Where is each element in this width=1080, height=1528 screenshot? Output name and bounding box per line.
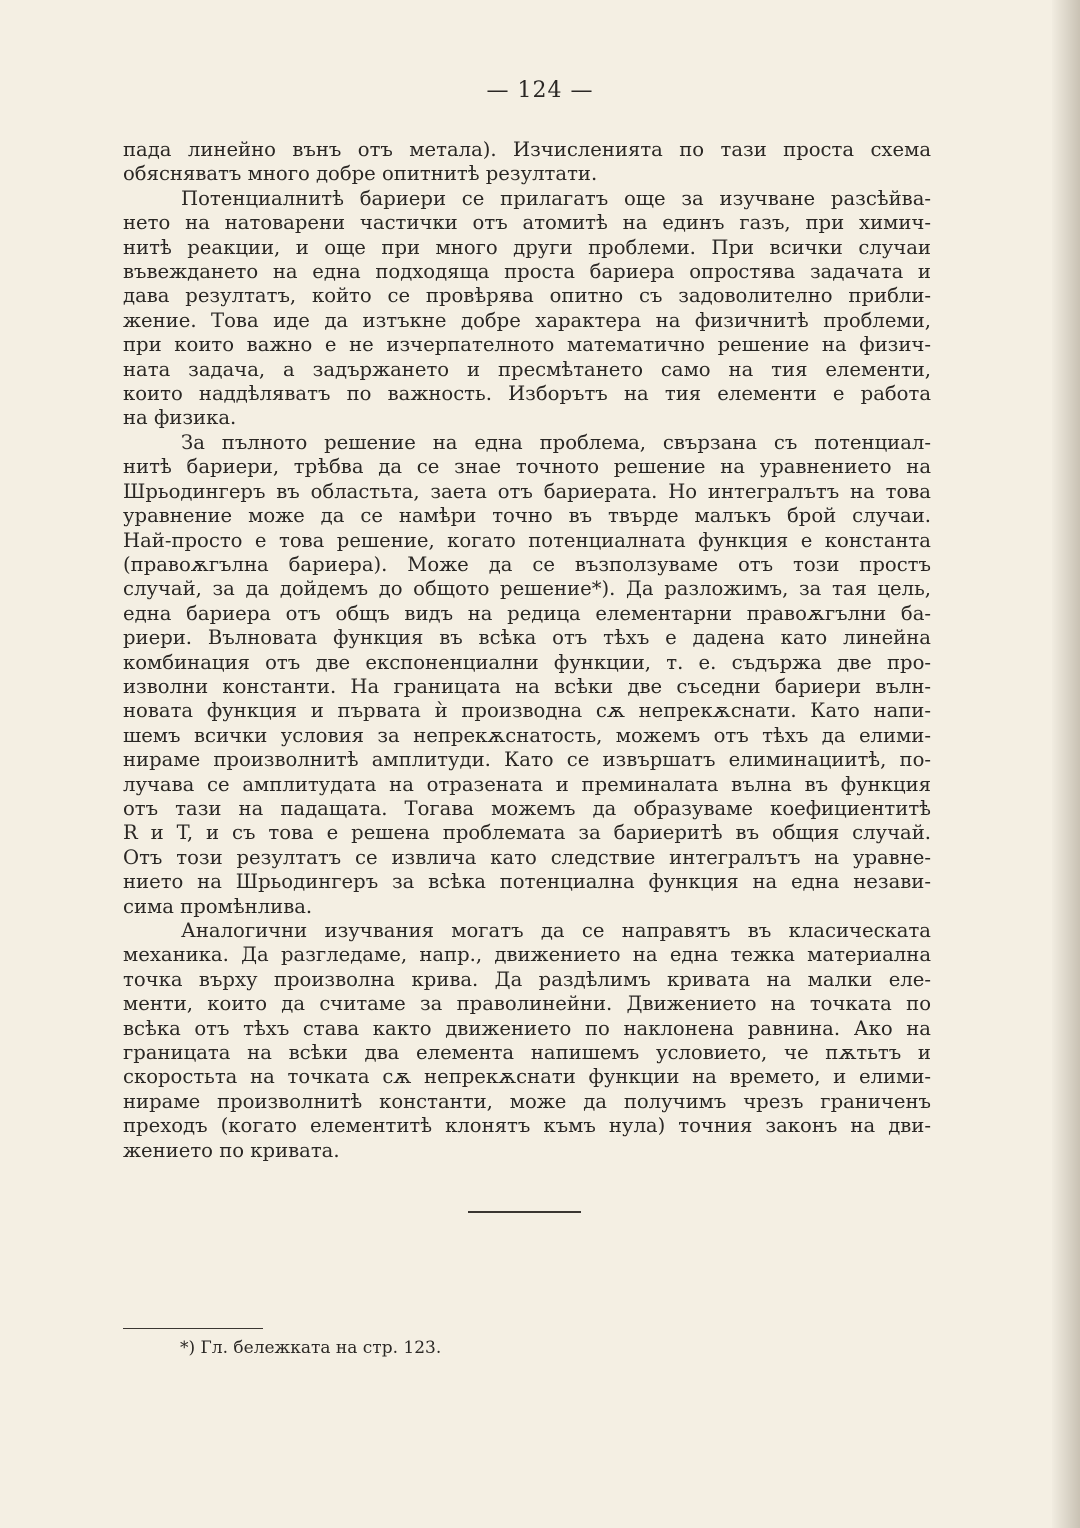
text-line: уравнение може да се намѣри точно въ твърде малъкъ брой случаи. — [123, 504, 931, 528]
text-line: ната задача, а задържането и пресмѣтането само на тия елементи, — [123, 357, 931, 381]
text-line: случай, за да дойдемъ до общото решение*). Да разложимъ, за тая цель, — [123, 577, 931, 601]
text-line: (правоѫгълна бариера). Може да се възползуваме отъ този простъ — [123, 552, 931, 576]
section-separator-rule — [468, 1211, 581, 1213]
text-line: жението по кривата. — [123, 1138, 340, 1162]
text-line: пада линейно вънъ отъ метала). Изчисленията по тази проста схема — [123, 138, 931, 161]
text-line: Аналогични изучвания могатъ да се направятъ въ класическата — [181, 919, 931, 942]
body-text — [123, 138, 931, 1163]
text-line: една бариера отъ общъ видъ на редица елементарни правоѫгълни ба- — [123, 601, 931, 625]
text-line: Отъ този резултатъ се извлича като следствие интегралътъ на уравне- — [123, 845, 931, 869]
text-line: нираме произволнитѣ амплитуди. Като се извършатъ елиминациитѣ, по- — [123, 748, 931, 772]
text-line: дава резултатъ, който се провѣрява опитно съ задоволително прибли- — [123, 284, 931, 308]
text-line: нето на натоварени частички отъ атомитѣ на единъ газъ, при химич- — [123, 211, 931, 235]
page-edge-shadow — [1052, 0, 1080, 1528]
text-line: въвеждането на една подходяща проста бариера опростява задачата и — [123, 260, 931, 284]
text-line: комбинация отъ две експоненциални функции, т. е. съдържа две про- — [123, 650, 931, 674]
text-line: границата на всѣки два елемента напишемъ условието, че пѫтьтъ и — [123, 1041, 931, 1065]
text-line: при които важно е не изчерпателното математично решение на физич- — [123, 333, 931, 357]
text-line: лучава се амплитудата на отразената и преминалата вълна въ функция — [123, 772, 931, 796]
text-line: скоростьта на точката сѫ непрекѫснати функции на времето, и елими- — [123, 1065, 931, 1089]
text-line: Най-просто е това решение, когато потенциалната функция е константа — [123, 528, 931, 552]
text-line: сима промѣнлива. — [123, 894, 313, 918]
footnote-rule — [123, 1328, 263, 1329]
text-line: риери. Вълновата функция въ всѣка отъ тѣхъ е дадена като линейна — [123, 626, 931, 650]
text-line: отъ тази на падащата. Тогава можемъ да образуваме коефициентитѣ — [123, 796, 931, 820]
text-line: нитѣ реакции, и още при много други проблеми. При всички случаи — [123, 235, 931, 259]
text-line: менти, които да считаме за праволинейни. Движението на точката по — [123, 992, 931, 1016]
text-line: обясняватъ много добре опитнитѣ резултати. — [123, 162, 598, 186]
text-line: точка върху произволна крива. Да раздѣлимъ кривата на малки еле- — [123, 967, 931, 991]
text-line: нитѣ бариери, трѣбва да се знае точното решение на уравнението на — [123, 455, 931, 479]
text-line: шемъ всички условия за непрекѫснатость, можемъ отъ тѣхъ да елими- — [123, 723, 931, 747]
text-line: новата функция и първата ѝ производна сѫ непрекѫснати. Като напи- — [123, 699, 931, 723]
text-line: преходъ (когато елементитѣ клонятъ къмъ нула) точния законъ на дви- — [123, 1114, 931, 1138]
text-line: Потенциалнитѣ бариери се прилагатъ още за изучване разсѣйва- — [181, 186, 931, 210]
text-line: механика. Да разгледаме, напр., движението на една тежка материална — [123, 943, 931, 967]
text-line: жение. Това иде да изтъкне добре характера на физичнитѣ проблеми, — [123, 308, 931, 332]
text-line: нието на Шрьодингеръ за всѣка потенциална функция на една незави- — [123, 870, 931, 894]
footnote: *) Гл. бележката на стр. 123. — [180, 1338, 442, 1358]
text-line: всѣка отъ тѣхъ става както движението по наклонена равнина. Ако на — [123, 1016, 931, 1040]
text-line: R и T, и съ това е решена проблемата за бариеритѣ въ общия случай. — [123, 821, 931, 845]
text-line: Шрьодингеръ въ областьта, заета отъ бариерата. Но интегралътъ на това — [123, 479, 931, 503]
text-line: които наддѣляватъ по важность. Изборътъ на тия елементи е работа — [123, 382, 931, 406]
page-number: — 124 — — [486, 78, 594, 103]
text-line: изволни константи. На границата на всѣки две съседни бариери вълн- — [123, 674, 931, 698]
text-line: на физика. — [123, 406, 237, 430]
text-line: нираме произволнитѣ константи, може да получимъ чрезъ граниченъ — [123, 1089, 931, 1113]
text-line: За пълното решение на една проблема, свързана съ потенциал- — [181, 430, 931, 454]
